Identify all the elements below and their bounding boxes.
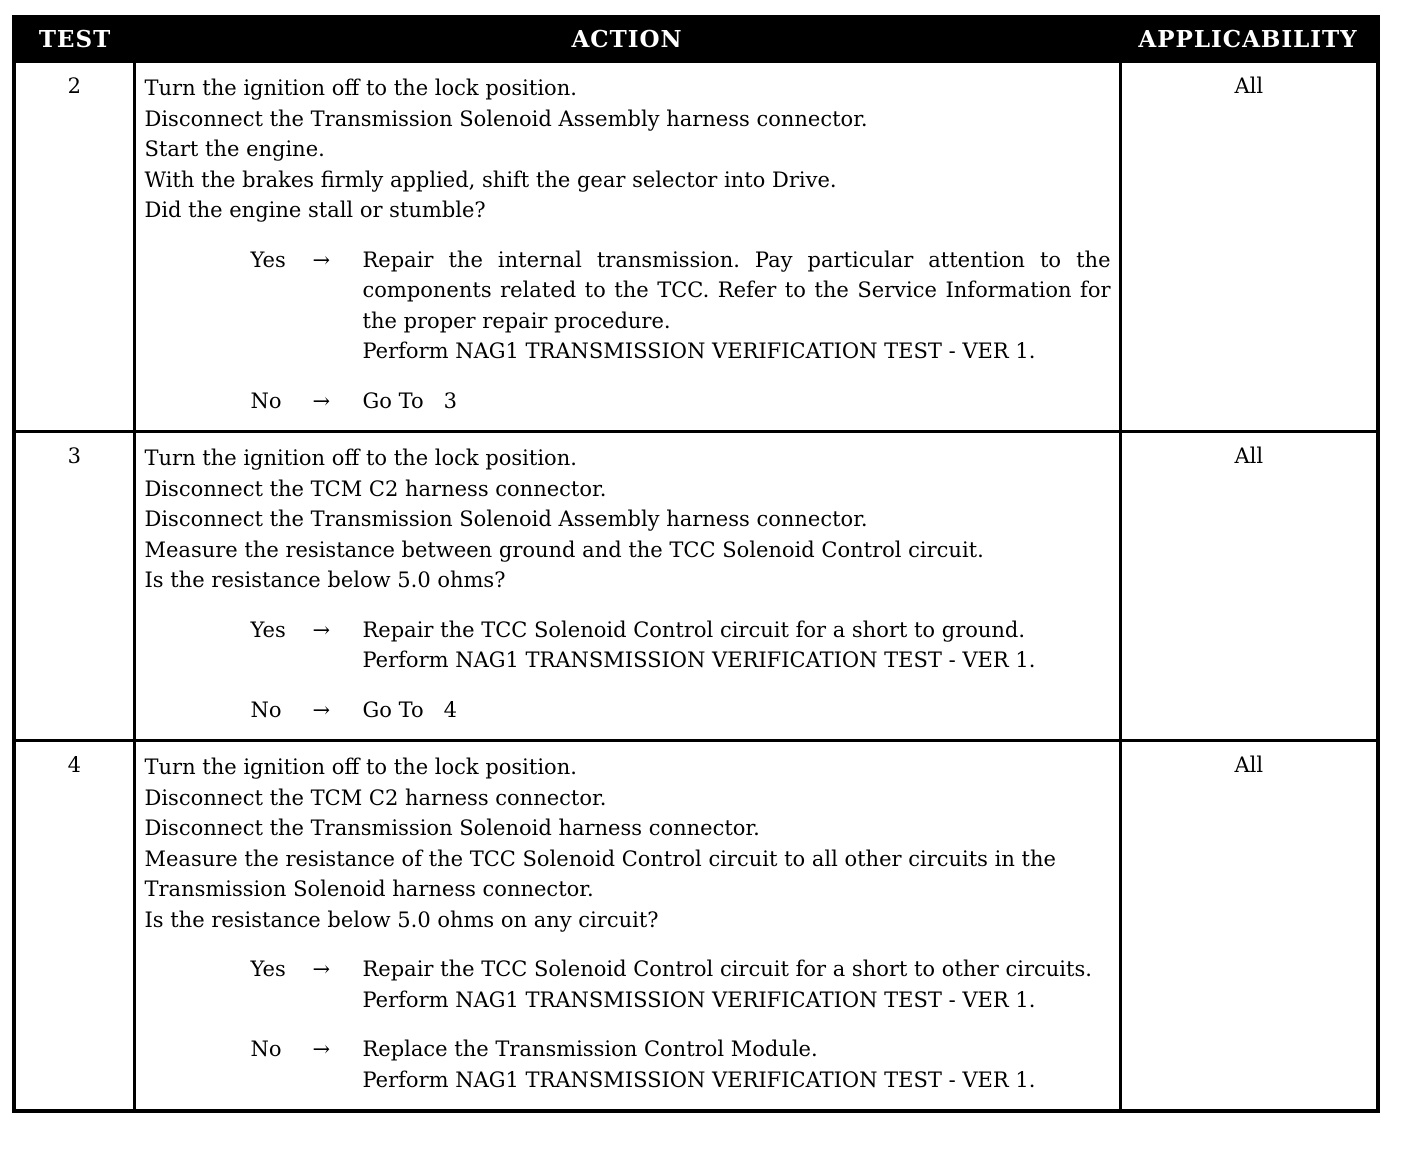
table-row xyxy=(14,432,1378,741)
yes-result-text: Repair the TCC Solenoid Control circuit for a short to ground. xyxy=(362,617,1026,642)
outcome-no xyxy=(145,695,1111,726)
table-row xyxy=(14,741,1378,1112)
action-cell xyxy=(134,432,1120,741)
action-step: Measure the resistance of the TCC Solenoid Control circuit to all other circuits in the xyxy=(144,846,1056,871)
goto-test-link[interactable]: 3 xyxy=(443,388,457,413)
action-step: Transmission Solenoid harness connector. xyxy=(144,877,594,901)
arrow-icon: → xyxy=(312,247,331,272)
action-step: Did the engine stall or stumble? xyxy=(144,198,486,222)
no-result xyxy=(363,1034,1111,1095)
applicability-value: All xyxy=(1120,62,1378,432)
applicability-value: All xyxy=(1120,741,1378,1112)
action-step: With the brakes firmly applied, shift the gear selector into Drive. xyxy=(144,167,837,192)
action-step: Disconnect the Transmission Solenoid harness connector. xyxy=(144,816,760,840)
yes-label: Yes xyxy=(250,957,286,981)
outcome-yes xyxy=(145,954,1111,1015)
no-label: No xyxy=(250,388,282,413)
action-step: Disconnect the Transmission Solenoid Assembly harness connector. xyxy=(144,106,868,131)
table-header-row xyxy=(14,17,1378,62)
action-steps xyxy=(145,752,1111,935)
yes-result-text: Repair the internal transmission. Pay particular attention to the components related to the TCC. Refer to the Service Information for the proper repair procedure. xyxy=(362,247,1111,333)
arrow-icon: → xyxy=(312,388,331,413)
action-step: Disconnect the TCM C2 harness connector. xyxy=(144,785,607,810)
action-step: Start the engine. xyxy=(144,137,325,161)
no-perform-text: Perform NAG1 TRANSMISSION VERIFICATION TEST - VER 1. xyxy=(362,1067,1036,1092)
header-applicability: APPLICABILITY xyxy=(1120,17,1378,62)
yes-result xyxy=(363,245,1111,367)
test-number: 3 xyxy=(14,432,134,741)
header-action: ACTION xyxy=(134,17,1120,62)
goto-label: Go To xyxy=(362,697,424,722)
outcome-no xyxy=(145,1034,1111,1095)
no-result xyxy=(363,695,1111,726)
table-row xyxy=(14,62,1378,432)
action-step: Disconnect the Transmission Solenoid Assembly harness connector. xyxy=(144,507,868,531)
arrow-icon: → xyxy=(312,957,331,981)
no-label: No xyxy=(250,1037,282,1061)
action-step: Turn the ignition off to the lock position. xyxy=(144,755,577,779)
outcome-yes xyxy=(145,245,1111,367)
no-result-text: Replace the Transmission Control Module. xyxy=(362,1037,818,1061)
goto-label: Go To xyxy=(362,388,424,413)
yes-result-text: Repair the TCC Solenoid Control circuit for a short to other circuits. xyxy=(362,957,1092,981)
no-label: No xyxy=(250,697,282,722)
yes-label: Yes xyxy=(250,247,286,272)
arrow-icon: → xyxy=(312,1037,331,1061)
yes-perform-text: Perform NAG1 TRANSMISSION VERIFICATION TEST - VER 1. xyxy=(362,339,1036,363)
yes-perform-text: Perform NAG1 TRANSMISSION VERIFICATION TEST - VER 1. xyxy=(362,648,1036,672)
arrow-icon: → xyxy=(312,697,331,722)
action-cell xyxy=(134,741,1120,1112)
diagnostic-test-table xyxy=(12,15,1380,1113)
yes-result xyxy=(363,954,1111,1015)
applicability-value: All xyxy=(1120,432,1378,741)
action-steps xyxy=(145,443,1111,596)
action-step: Turn the ignition off to the lock position. xyxy=(144,76,577,100)
yes-perform-text: Perform NAG1 TRANSMISSION VERIFICATION TEST - VER 1. xyxy=(362,987,1036,1012)
action-step: Is the resistance below 5.0 ohms? xyxy=(144,568,506,592)
outcome-no xyxy=(145,386,1111,417)
yes-label: Yes xyxy=(250,617,286,642)
no-result xyxy=(363,386,1111,417)
test-number: 2 xyxy=(14,62,134,432)
arrow-icon: → xyxy=(312,617,331,642)
action-step: Turn the ignition off to the lock position. xyxy=(144,446,577,470)
header-test: TEST xyxy=(14,17,134,62)
yes-result xyxy=(363,615,1111,676)
test-number: 4 xyxy=(14,741,134,1112)
action-cell xyxy=(134,62,1120,432)
no-goto xyxy=(363,386,1111,417)
action-step: Is the resistance below 5.0 ohms on any circuit? xyxy=(144,907,659,932)
action-step: Disconnect the TCM C2 harness connector. xyxy=(144,476,607,501)
goto-test-link[interactable]: 4 xyxy=(443,697,457,722)
outcome-yes xyxy=(145,615,1111,676)
action-step: Measure the resistance between ground and the TCC Solenoid Control circuit. xyxy=(144,537,984,562)
no-goto xyxy=(363,695,1111,726)
action-steps xyxy=(145,73,1111,226)
